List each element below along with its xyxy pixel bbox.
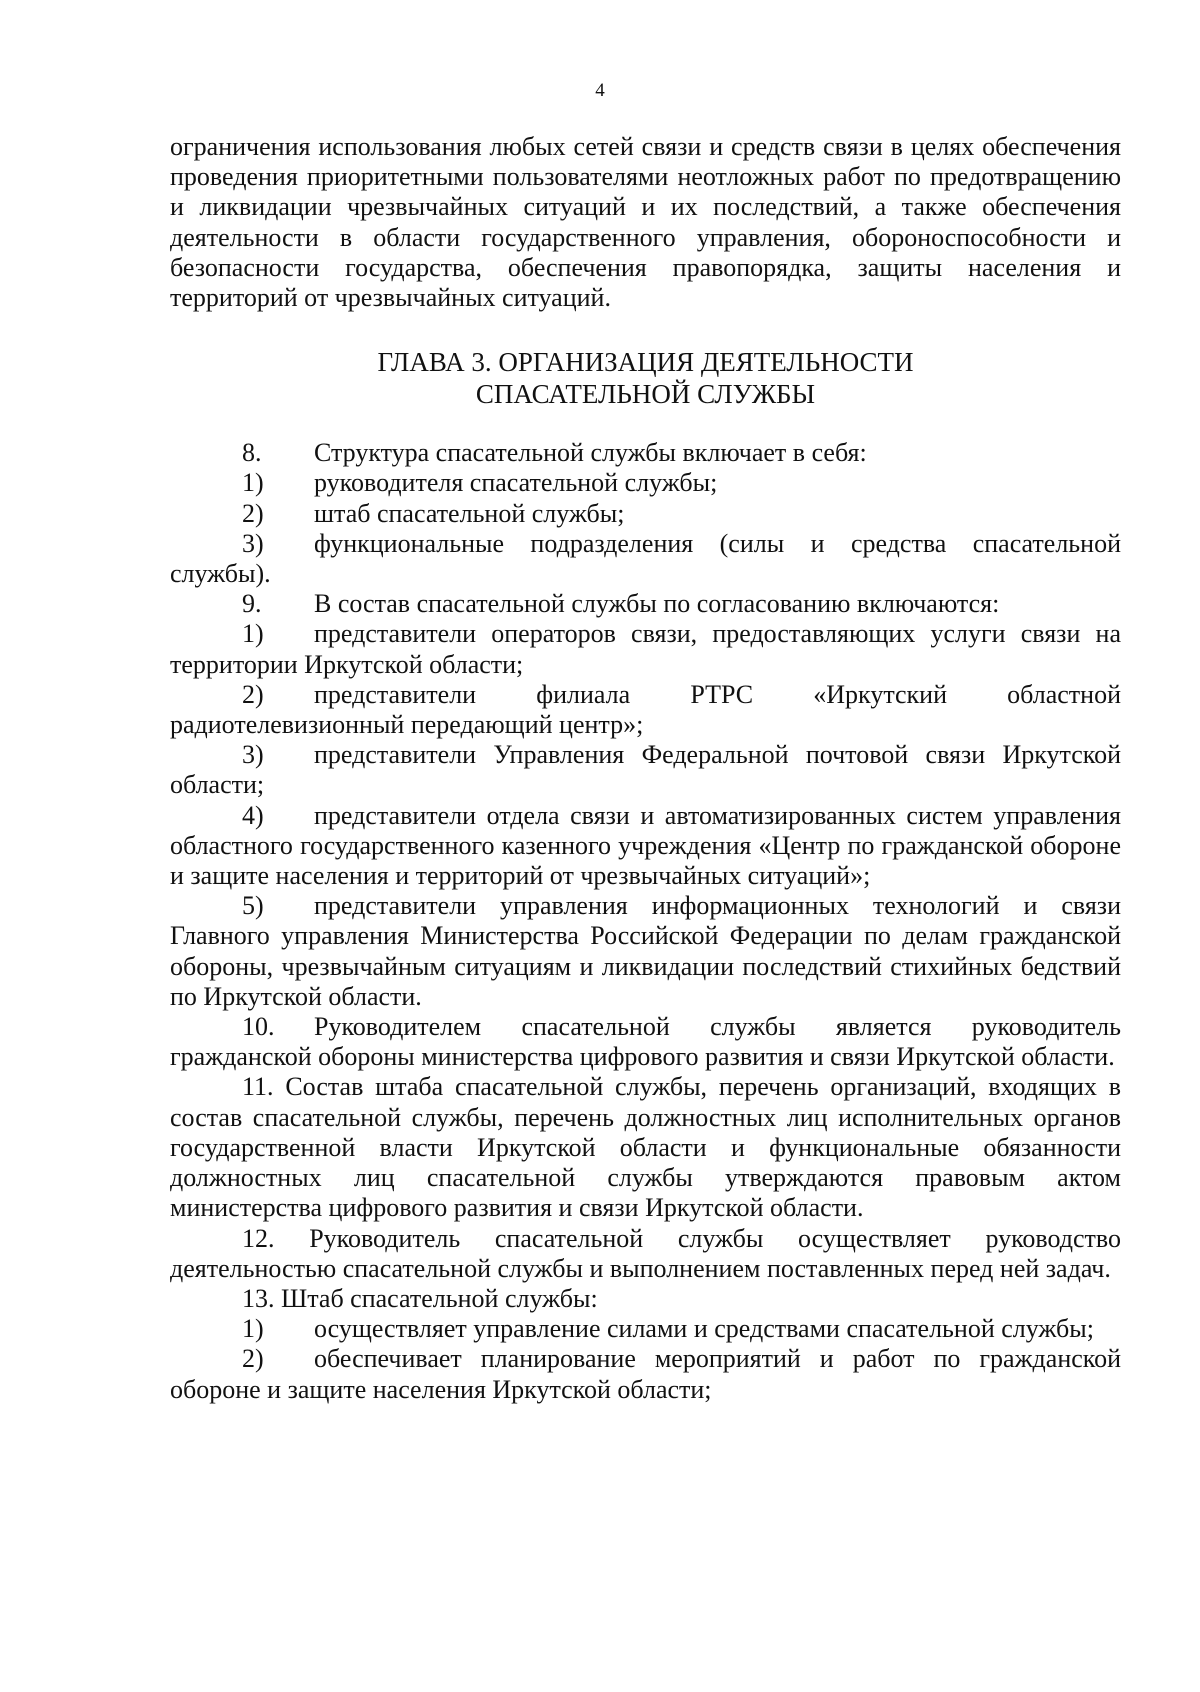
item-text: представители операторов связи, предоставляющих услуги связи на территории Иркутской области;	[170, 619, 1121, 679]
list-item	[170, 891, 1121, 1012]
chapter-heading-line-1: ГЛАВА 3. ОРГАНИЗАЦИЯ ДЕЯТЕЛЬНОСТИ	[377, 347, 914, 378]
paragraph-11: 11. Состав штаба спасательной службы, перечень организаций, входящих в состав спасательной службы, перечень должностных лиц исполнительных органов государственной власти Иркутской области и функциональные обязанности должностных лиц спасательной службы утверждаются правовым актом министерства цифрового развития и связи Иркутской области.	[170, 1072, 1121, 1223]
item-text: представители отдела связи и автоматизированных систем управления областного государственного казенного учреждения «Центр по гражданской обороне и защите населения и территорий от чрезвычайных ситуаций»;	[170, 800, 1121, 891]
item-text: Структура спасательной службы включает в себя:	[314, 438, 867, 468]
item-number: 8.	[242, 438, 262, 468]
list-item	[170, 680, 1121, 740]
document-body	[170, 132, 1121, 1405]
page-number: 4	[595, 80, 605, 101]
paragraph-12: 12. Руководитель спасательной службы осуществляет руководство деятельностью спасательной службы и выполнением поставленных перед ней задач.	[170, 1223, 1121, 1283]
item-number: 9.	[242, 589, 262, 619]
item-text: представители Управления Федеральной почтовой связи Иркутской области;	[170, 740, 1121, 800]
list-item	[170, 1344, 1121, 1404]
item-text: осуществляет управление силами и средствами спасательной службы;	[314, 1314, 1094, 1344]
item-text: функциональные подразделения (силы и средства спасательной службы).	[170, 528, 1121, 589]
list-item	[170, 499, 1121, 529]
item-text: представители филиала РТРС «Иркутский областной радиотелевизионный передающий центр»;	[170, 679, 1121, 740]
item-number: 3)	[242, 528, 264, 558]
list-item	[170, 801, 1121, 892]
list-item	[170, 529, 1121, 589]
list-item	[170, 740, 1121, 800]
paragraph-13: 13. Штаб спасательной службы:	[242, 1283, 598, 1313]
item-number: 1)	[242, 1314, 264, 1344]
item-number: 2)	[242, 679, 264, 709]
item-text: обеспечивает планирование мероприятий и работ по гражданской обороне и защите населения Иркутской области;	[170, 1344, 1121, 1404]
item-number: 5)	[242, 891, 264, 921]
item-text: представители управления информационных технологий и связи Главного управления Министерства Российской Федерации по делам гражданской обороны, чрезвычайным ситуациям и ликвидации последствий стихийных бедствий по Иркутской области.	[170, 891, 1121, 1011]
list-item	[170, 468, 1121, 498]
item-number: 3)	[242, 740, 264, 770]
item-number: 1)	[242, 468, 264, 498]
list-item	[170, 589, 1121, 619]
item-number: 10.	[242, 1012, 275, 1042]
item-number: 2)	[242, 1344, 264, 1374]
item-number: 2)	[242, 498, 264, 528]
list-item	[170, 1012, 1121, 1072]
item-text: В состав спасательной службы по согласованию включаются:	[314, 589, 1000, 619]
list-item	[170, 438, 1121, 468]
intro-paragraph: ограничения использования любых сетей связи и средств связи в целях обеспечения проведения приоритетными пользователями неотложных работ по предотвращению и ликвидации чрезвычайных ситуаций и их последствий, а также обеспечения деятельности в области государственного управления, обороноспособности и безопасности государства, обеспечения правопорядка, защиты населения и территорий от чрезвычайных ситуаций.	[170, 132, 1121, 313]
item-text: Руководителем спасательной службы является руководитель гражданской обороны министерства цифрового развития и связи Иркутской области.	[170, 1012, 1121, 1072]
item-number: 4)	[242, 800, 264, 830]
chapter-heading	[170, 346, 1121, 410]
chapter-heading-line-2: СПАСАТЕЛЬНОЙ СЛУЖБЫ	[475, 379, 816, 410]
list-item	[170, 1314, 1121, 1344]
item-text: руководителя спасательной службы;	[314, 468, 718, 498]
list-item	[170, 619, 1121, 679]
item-number: 1)	[242, 619, 264, 649]
item-text: штаб спасательной службы;	[314, 498, 625, 528]
